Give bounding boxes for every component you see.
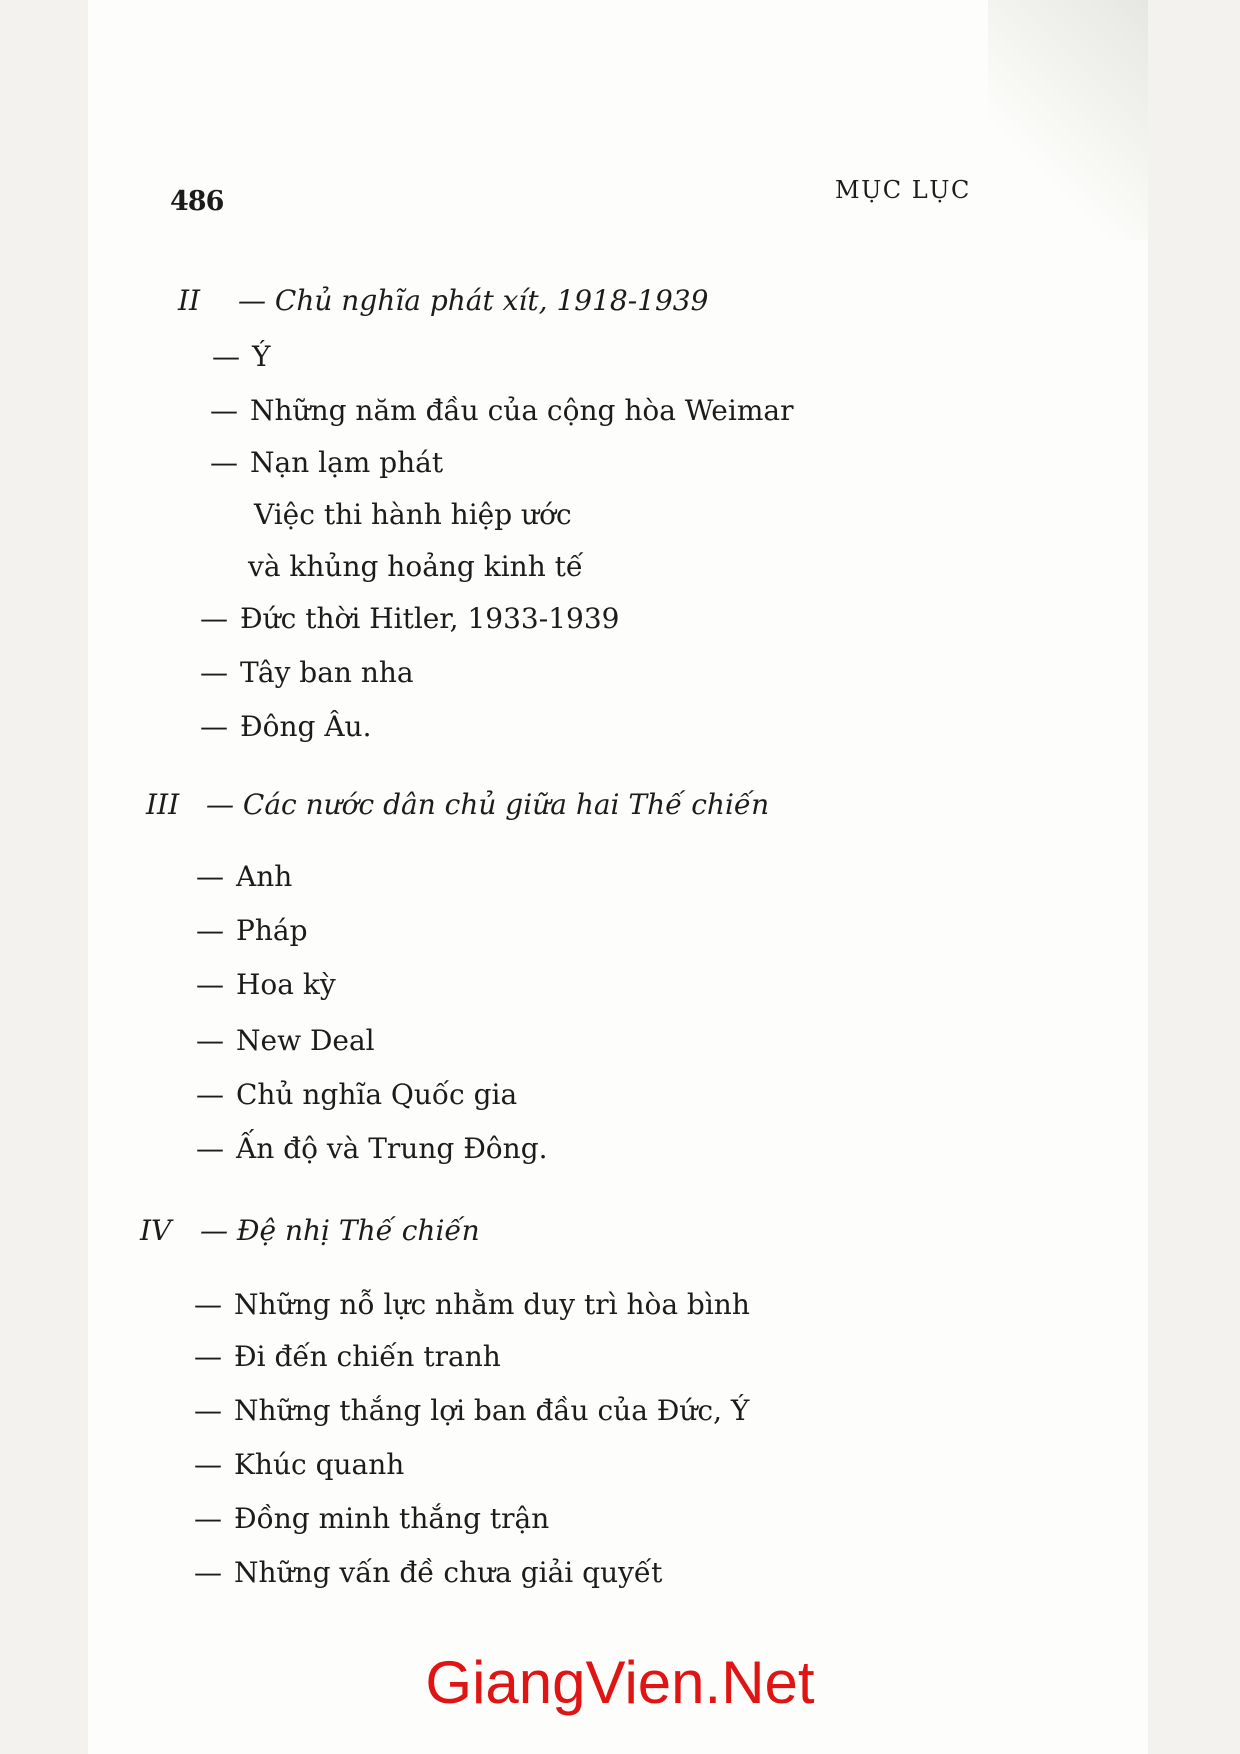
entry-text: Anh — [236, 860, 293, 893]
entry-text: Nạn lạm phát — [250, 446, 444, 479]
section-numeral: IV — [140, 1214, 172, 1247]
toc-entry — [212, 340, 270, 373]
entry-text: Khúc quanh — [234, 1448, 405, 1481]
entry-dash: — — [194, 1340, 222, 1373]
section-numeral: III — [146, 788, 180, 821]
entry-text: Việc thi hành hiệp ước — [254, 498, 572, 531]
entry-text: Những thắng lợi ban đầu của Đức, Ý — [234, 1394, 750, 1427]
section-dash: — — [238, 284, 275, 317]
section-numeral: II — [178, 284, 201, 317]
section-dash: — — [206, 788, 243, 821]
running-head: MỤC LỤC — [835, 176, 971, 204]
entry-text: Ý — [252, 340, 271, 373]
entry-dash: — — [200, 710, 228, 743]
toc-entry — [194, 1556, 662, 1589]
entry-dash: — — [200, 656, 228, 689]
entry-dash: — — [196, 860, 224, 893]
entry-dash: — — [196, 1132, 224, 1165]
toc-entry — [196, 1024, 375, 1057]
entry-dash: — — [196, 914, 224, 947]
entry-dash: — — [196, 1078, 224, 1111]
toc-entry — [194, 1448, 404, 1481]
toc-entry — [196, 1078, 517, 1111]
entry-dash: — — [196, 968, 224, 1001]
toc-entry — [200, 602, 619, 635]
entry-dash: — — [194, 1394, 222, 1427]
entry-text: Đi đến chiến tranh — [234, 1340, 501, 1373]
toc-entry — [200, 656, 414, 689]
entry-dash: — — [200, 602, 228, 635]
entry-dash: — — [194, 1556, 222, 1589]
toc-entry — [194, 1340, 501, 1373]
toc-entry — [200, 710, 371, 743]
entry-text: Pháp — [236, 914, 308, 947]
entry-text: Chủ nghĩa Quốc gia — [236, 1078, 518, 1111]
entry-dash: — — [212, 340, 240, 373]
section-title: Chủ nghĩa phát xít, 1918-1939 — [274, 284, 709, 317]
entry-text: New Deal — [236, 1024, 375, 1057]
entry-text: Hoa kỳ — [236, 968, 336, 1001]
entry-text: Đức thời Hitler, 1933-1939 — [240, 602, 620, 635]
toc-entry — [194, 1394, 749, 1427]
toc-entry — [196, 914, 308, 947]
section-title: Đệ nhị Thế chiến — [236, 1214, 480, 1247]
entry-dash: — — [194, 1502, 222, 1535]
section-heading — [146, 788, 769, 821]
toc-entry — [196, 860, 292, 893]
toc-entry — [194, 1502, 549, 1535]
entry-text: Ấn độ và Trung Đông. — [236, 1132, 548, 1165]
entry-dash: — — [210, 446, 238, 479]
entry-text: Đông Âu. — [240, 710, 372, 743]
section-heading — [178, 284, 708, 317]
toc-entry — [210, 446, 443, 479]
toc-entry — [196, 1132, 548, 1165]
toc-entry — [194, 1288, 750, 1321]
entry-dash: — — [210, 394, 238, 427]
entry-dash: — — [194, 1288, 222, 1321]
entry-dash: — — [196, 1024, 224, 1057]
entry-text: Những năm đầu của cộng hòa Weimar — [250, 394, 794, 427]
toc-entry-continuation — [248, 550, 583, 583]
entry-text: Những vấn đề chưa giải quyết — [234, 1556, 663, 1589]
entry-text: Tây ban nha — [240, 656, 414, 689]
toc-entry — [196, 968, 336, 1001]
entry-dash: — — [194, 1448, 222, 1481]
entry-text: và khủng hoảng kinh tế — [248, 550, 584, 583]
entry-text: Đồng minh thắng trận — [234, 1502, 550, 1535]
section-dash: — — [200, 1214, 237, 1247]
toc-entry — [210, 394, 793, 427]
toc-entry-continuation — [254, 498, 572, 531]
section-title: Các nước dân chủ giữa hai Thế chiến — [242, 788, 770, 821]
entry-text: Những nỗ lực nhằm duy trì hòa bình — [234, 1288, 750, 1321]
watermark: GiangVien.Net — [425, 1649, 815, 1716]
section-heading — [140, 1214, 480, 1247]
page-number: 486 — [170, 186, 224, 217]
